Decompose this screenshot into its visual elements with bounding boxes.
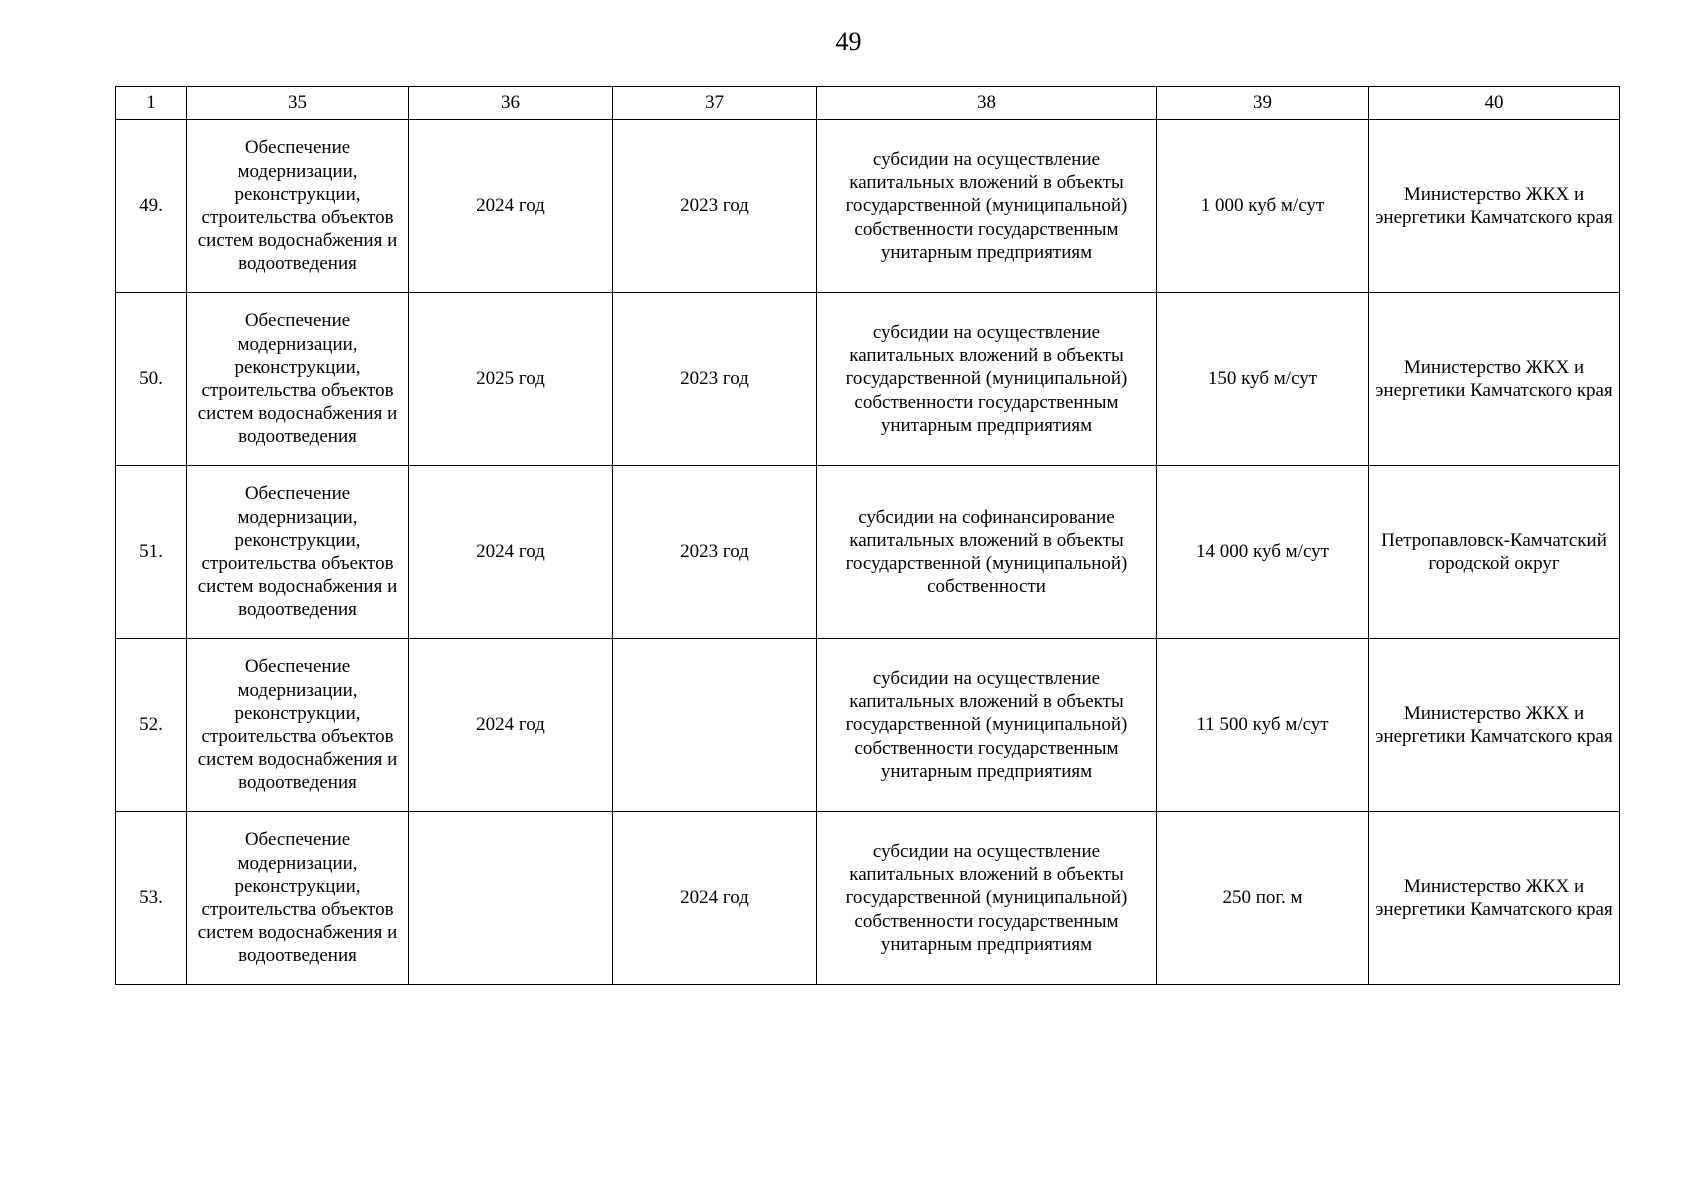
- row-number-cell: 53.: [116, 812, 187, 985]
- data-table: [115, 86, 1620, 985]
- header-col-35: 35: [187, 87, 409, 120]
- subsidy-type-cell: субсидии на осуществление капитальных вложений в объекты государственной (муниципальной) собственности государственным унитарным предприятиям: [817, 639, 1157, 812]
- measure-cell: Обеспечение модернизации, реконструкции, строительства объектов систем водоснабжения и водоотведения: [187, 812, 409, 985]
- col-37-cell: 2023 год: [613, 293, 817, 466]
- row-number-cell: 51.: [116, 466, 187, 639]
- subsidy-type-cell: субсидии на осуществление капитальных вложений в объекты государственной (муниципальной) собственности государственным унитарным предприятиям: [817, 120, 1157, 293]
- responsible-cell: Министерство ЖКХ и энергетики Камчатского края: [1369, 293, 1620, 466]
- measure-cell: Обеспечение модернизации, реконструкции, строительства объектов систем водоснабжения и водоотведения: [187, 466, 409, 639]
- header-col-40: 40: [1369, 87, 1620, 120]
- responsible-cell: Министерство ЖКХ и энергетики Камчатского края: [1369, 639, 1620, 812]
- page-number: 49: [835, 27, 862, 56]
- col-36-cell: 2025 год: [409, 293, 613, 466]
- responsible-cell: Петропавловск-Камчатский городской округ: [1369, 466, 1620, 639]
- subsidy-type-cell: субсидии на осуществление капитальных вложений в объекты государственной (муниципальной) собственности государственным унитарным предприятиям: [817, 293, 1157, 466]
- col-37-cell: [613, 639, 817, 812]
- col-37-cell: 2024 год: [613, 812, 817, 985]
- col-36-cell: [409, 812, 613, 985]
- table-row: [116, 466, 1620, 639]
- subsidy-type-cell: субсидии на осуществление капитальных вложений в объекты государственной (муниципальной) собственности государственным унитарным предприятиям: [817, 812, 1157, 985]
- capacity-cell: 14 000 куб м/сут: [1157, 466, 1369, 639]
- col-37-cell: 2023 год: [613, 120, 817, 293]
- responsible-cell: Министерство ЖКХ и энергетики Камчатского края: [1369, 120, 1620, 293]
- table-header: [116, 87, 1620, 120]
- capacity-cell: 150 куб м/сут: [1157, 293, 1369, 466]
- capacity-cell: 11 500 куб м/сут: [1157, 639, 1369, 812]
- subsidy-type-cell: субсидии на софинансирование капитальных вложений в объекты государственной (муниципальной) собственности: [817, 466, 1157, 639]
- col-36-cell: 2024 год: [409, 639, 613, 812]
- row-number-cell: 49.: [116, 120, 187, 293]
- header-col-38: 38: [817, 87, 1157, 120]
- row-number-cell: 52.: [116, 639, 187, 812]
- header-col-36: 36: [409, 87, 613, 120]
- capacity-cell: 1 000 куб м/сут: [1157, 120, 1369, 293]
- header-col-39: 39: [1157, 87, 1369, 120]
- measure-cell: Обеспечение модернизации, реконструкции, строительства объектов систем водоснабжения и водоотведения: [187, 120, 409, 293]
- measure-cell: Обеспечение модернизации, реконструкции, строительства объектов систем водоснабжения и водоотведения: [187, 639, 409, 812]
- measure-cell: Обеспечение модернизации, реконструкции, строительства объектов систем водоснабжения и водоотведения: [187, 293, 409, 466]
- col-36-cell: 2024 год: [409, 466, 613, 639]
- col-37-cell: 2023 год: [613, 466, 817, 639]
- table-row: [116, 120, 1620, 293]
- row-number-cell: 50.: [116, 293, 187, 466]
- table-row: [116, 293, 1620, 466]
- responsible-cell: Министерство ЖКХ и энергетики Камчатского края: [1369, 812, 1620, 985]
- table-row: [116, 639, 1620, 812]
- header-col-37: 37: [613, 87, 817, 120]
- header-col-1: 1: [116, 87, 187, 120]
- header-row: [116, 87, 1620, 120]
- table-row: [116, 812, 1620, 985]
- capacity-cell: 250 пог. м: [1157, 812, 1369, 985]
- col-36-cell: 2024 год: [409, 120, 613, 293]
- table-body: [116, 120, 1620, 985]
